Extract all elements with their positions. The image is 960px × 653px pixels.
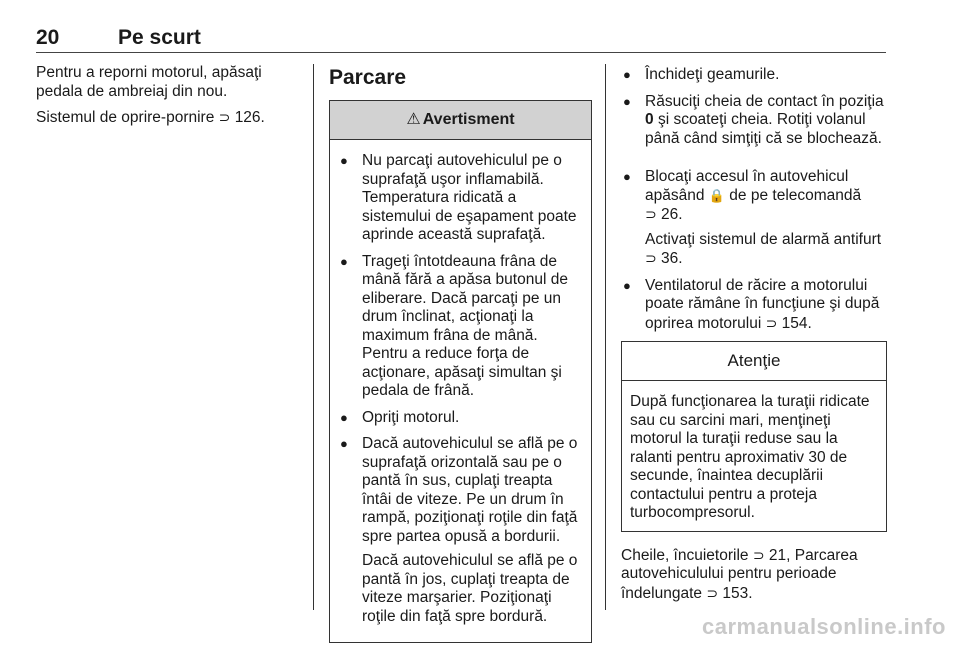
column-divider-1 <box>313 64 314 610</box>
ignition-position: 0 <box>645 111 654 128</box>
bullet-icon: ● <box>623 277 631 293</box>
watermark: carmanualsonline.info <box>702 614 946 639</box>
list-item-text: Blocaţi accesul în autovehicul apăsând <box>645 168 849 204</box>
list-item <box>338 152 581 245</box>
subtext-text: Activaţi sistemul de alarmă antifurt <box>645 230 882 248</box>
page-number: 20 <box>36 26 60 49</box>
list-item-text: de pe telecomandă <box>729 186 862 204</box>
bullet-icon: ● <box>623 169 631 184</box>
bullet-icon: ● <box>623 93 631 109</box>
page-ref-icon: ⊃ <box>218 109 231 125</box>
page-ref-icon: ⊃ <box>645 250 657 266</box>
list-item-subtext <box>645 231 887 269</box>
list-item <box>338 409 581 428</box>
start-stop-paragraph <box>36 108 298 128</box>
warning-box-body <box>330 140 591 642</box>
parking-heading: Parcare <box>329 66 407 89</box>
page-ref: 154. <box>781 314 812 332</box>
related-text: Cheile, încuietorile <box>621 546 749 564</box>
list-item-text: Nu parcaţi autovehiculul pe o suprafaţă uşor inflamabilă. Temperatura ridicată a sistemului de eşapament poate aprinde această suprafaţă. <box>362 152 577 243</box>
list-item <box>338 435 581 626</box>
parking-steps-list <box>621 64 887 148</box>
page-ref: 36. <box>661 250 683 267</box>
warning-title: Avertisment <box>422 111 515 128</box>
warning-list <box>338 152 583 626</box>
attention-box-body: După funcţionarea la turaţii ridicate sau cu sarcini mari, menţineţi motorul la turaţii reduse sau la ralanti pentru aproximativ 30 de secunde, înaintea decuplării contactului pentru a proteja turbocompresorul. <box>630 393 870 521</box>
column-divider-2 <box>605 64 606 610</box>
warning-triangle-icon: ⚠ <box>406 111 421 128</box>
related-topics-paragraph <box>621 546 887 604</box>
list-item-text: Ventilatorul de răcire a motorului poate rămâne în funcţiune şi după oprirea motorului <box>645 276 880 332</box>
bullet-icon: ● <box>340 436 348 451</box>
bullet-icon: ● <box>623 67 631 82</box>
list-item <box>621 277 887 334</box>
list-item-text: Dacă autovehiculul se află pe o suprafaţă orizontală sau pe o pantă în sus, cuplaţi treapta întâi de viteze. Pe un drum în rampă, poziţionaţi roţile din faţă spre partea opusă a bordurii. <box>362 435 578 545</box>
list-item-text: Închideţi geamurile. <box>645 66 780 83</box>
page-ref: 26. <box>661 206 683 223</box>
list-item-text: Trageţi întotdeauna frâna de mână fără a apăsa butonul de eliberare. Dacă parcaţi pe un drum înclinat, acţionaţi la maximum frâna de mână. Pentru a reduce forţa de acţionare, apăsaţi simultan şi pedala de frână. <box>362 252 568 399</box>
page-ref-icon: ⊃ <box>765 314 778 331</box>
section-title: Pe scurt <box>118 26 201 49</box>
attention-box-header: Atenţie <box>622 342 886 381</box>
page-ref-icon: ⊃ <box>752 546 765 563</box>
related-ref-2: 153. <box>722 584 753 602</box>
restart-paragraph: Pentru a reporni motorul, apăsaţi pedala de ambreiaj din nou. <box>36 64 262 100</box>
lock-steps-list <box>621 168 887 333</box>
list-item <box>621 168 887 269</box>
column-3 <box>621 64 887 610</box>
list-item <box>621 93 887 149</box>
page-header <box>36 26 886 53</box>
list-item-subtext: Dacă autovehiculul se află pe o pantă în jos, cuplaţi treapta de viteze marşarier. Poziţionaţi roţile din faţă spre bordură. <box>362 552 578 625</box>
page-ref-icon: ⊃ <box>706 584 719 601</box>
bullet-icon: ● <box>340 253 348 269</box>
list-item-text: Opriţi motorul. <box>362 408 460 426</box>
warning-box-header <box>330 101 591 140</box>
page-ref-icon: ⊃ <box>645 206 657 222</box>
start-stop-text: Sistemul de oprire-pornire <box>36 109 215 126</box>
bullet-icon: ● <box>340 153 348 168</box>
list-item-text: Răsuciţi cheia de contact în poziţia <box>645 92 884 110</box>
related-ref: 21, Parcarea autovehiculului pentru perioade îndelungate <box>621 546 858 602</box>
warning-box <box>329 100 592 643</box>
column-2 <box>329 64 592 653</box>
list-item <box>338 253 581 401</box>
column-1 <box>36 64 298 135</box>
list-item <box>621 66 887 85</box>
start-stop-ref: 126. <box>234 109 265 126</box>
list-item-text: şi scoateţi cheia. Rotiţi volanul până când simţiţi că se blochează. <box>645 111 882 147</box>
bullet-icon: ● <box>340 409 348 425</box>
lock-icon: 🔒 <box>708 187 725 203</box>
attention-box <box>621 341 887 532</box>
